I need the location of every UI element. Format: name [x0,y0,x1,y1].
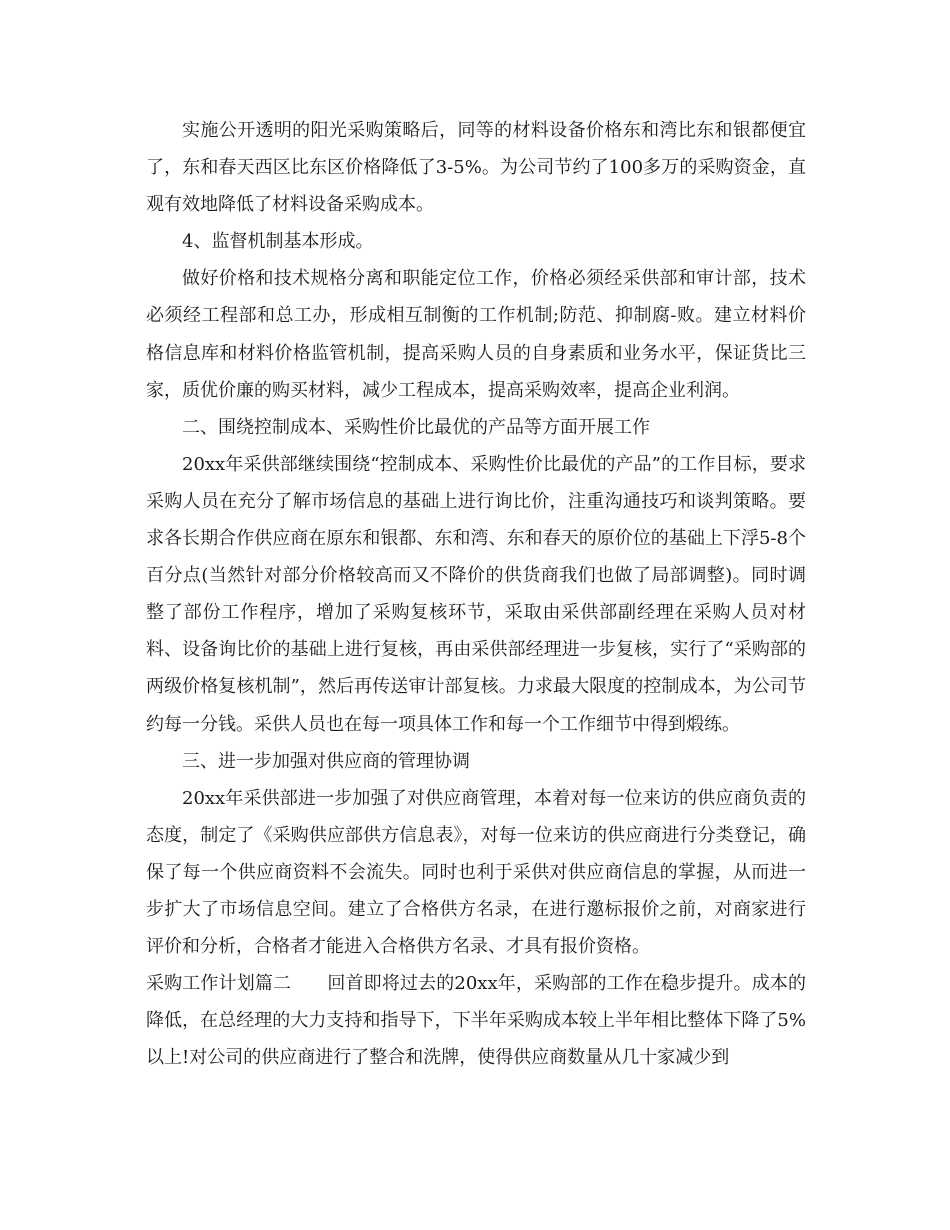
paragraph-cost-reduction: 实施公开透明的阳光采购策略后，同等的材料设备价格东和湾比东和银都便宜了，东和春天西区比东区价格降低了3-5%。为公司节约了100多万的采购资金，直观有效地降低了材料设备采购成本。 [146,120,806,216]
paragraph-heading-section-3: 三、进一步加强对供应商的管理协调 [182,750,470,772]
paragraph-heading-section-2: 二、围绕控制成本、采购性价比最优的产品等方面开展工作 [182,416,650,438]
paragraph-heading-supervision: 4、监督机制基本形成。 [182,231,374,253]
paragraph-supplier-management: 20xx年采供部进一步加强了对供应商管理，本着对每一位来访的供应商负责的态度，制定了《采购供应部供方信息表》，对每一位来访的供应商进行分类登记，确保了每一个供应商资料不会流失。同时也利于采供对供应商信息的掌握，从而进一步扩大了市场信息空间。建立了合格供方名录，在进行邀标报价之前，对商家进行评价和分析，合格者才能进入合格供方名录、才具有报价资格。 [146,787,806,958]
paragraph-plan-part-2: 采购工作计划篇二 回首即将过去的20xx年，采购部的工作在稳步提升。成本的降低，在总经理的大力支持和指导下，下半年采购成本较上半年相比整体下降了5%以上!对公司的供应商进行了整合和洗牌，使得供应商数量从几十家减少到 [146,973,806,1069]
paragraph-price-tech-separation: 做好价格和技术规格分离和职能定位工作，价格必须经采供部和审计部，技术必须经工程部和总工办，形成相互制衡的工作机制;防范、抑制腐-败。建立材料价格信息库和材料价格监管机制，提高采购人员的自身素质和业务水平，保证货比三家，质优价廉的购买材料，减少工程成本，提高采购效率，提高企业利润。 [146,268,806,401]
document-body [146,112,806,1076]
paragraph-cost-control-work: 20xx年采供部继续围绕“控制成本、采购性价比最优的产品”的工作目标，要求采购人员在充分了解市场信息的基础上进行询比价，注重沟通技巧和谈判策略。要求各长期合作供应商在原东和银都、东和湾、东和春天的原价位的基础上下浮5-8个百分点(当然针对部分价格较高而又不降价的供货商我们也做了局部调整)。同时调整了部份工作程序，增加了采购复核环节，采取由采供部副经理在采购人员对材料、设备询比价的基础上进行复核，再由采供部经理进一步复核，实行了“采购部的两级价格复核机制”，然后再传送审计部复核。力求最大限度的控制成本，为公司节约每一分钱。采供人员也在每一项具体工作和每一个工作细节中得到煅练。 [146,453,806,735]
